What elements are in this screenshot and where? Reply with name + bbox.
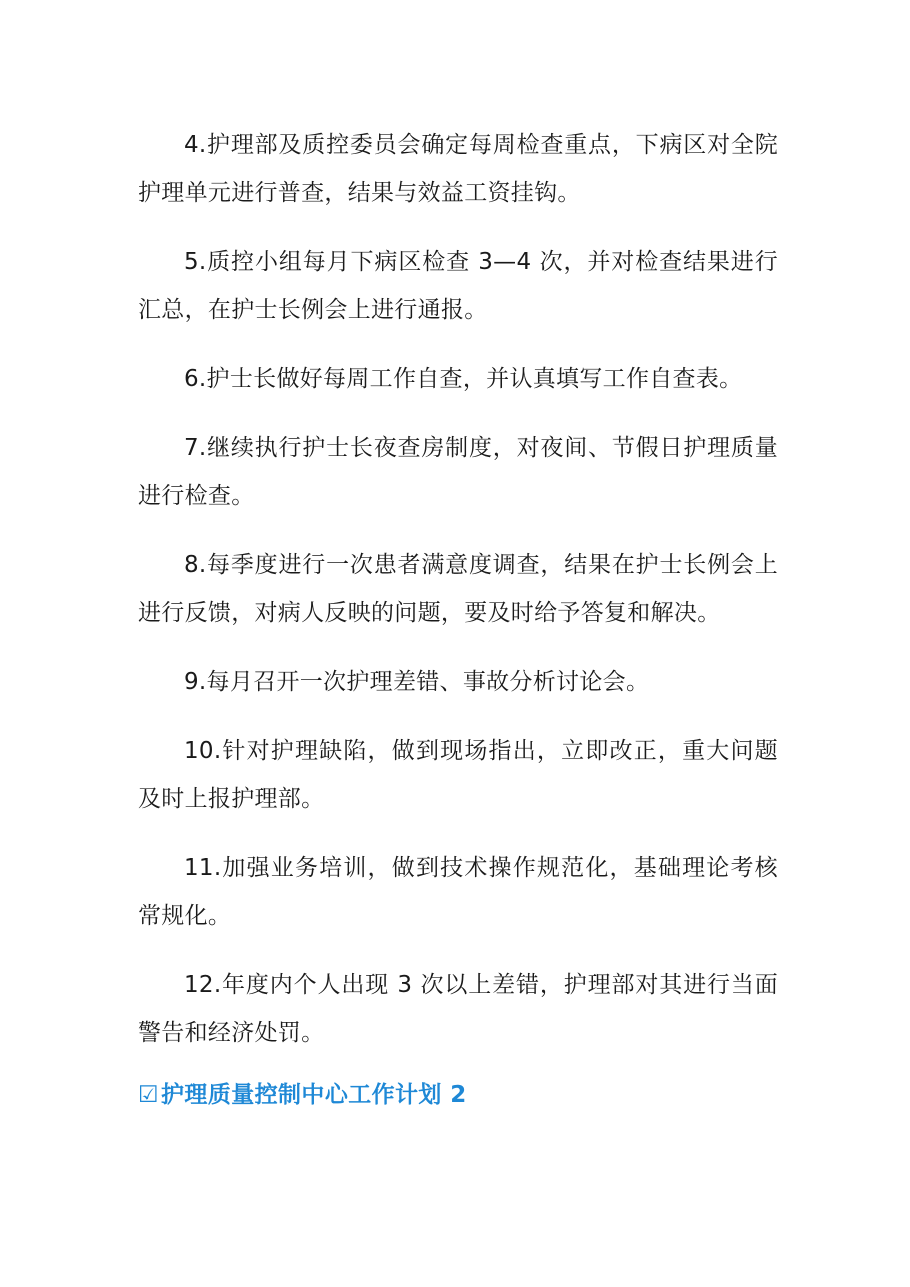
paragraph-item-11: 11.加强业务培训，做到技术操作规范化，基础理论考核常规化。 — [138, 855, 778, 929]
paragraph-item-6: 6.护士长做好每周工作自查，并认真填写工作自查表。 — [184, 366, 743, 392]
paragraph-item-10: 10.针对护理缺陷，做到现场指出，立即改正，重大问题及时上报护理部。 — [138, 738, 778, 812]
paragraph-item-5: 5.质控小组每月下病区检查 3—4 次，并对检查结果进行汇总，在护士长例会上进行通报。 — [138, 249, 778, 323]
paragraph-item-8: 8.每季度进行一次患者满意度调查，结果在护士长例会上进行反馈，对病人反映的问题，要及时给予答复和解决。 — [138, 552, 778, 626]
section-heading — [138, 1075, 467, 1115]
checkbox-icon: ☑ — [138, 1082, 160, 1108]
section-heading-text: 护理质量控制中心工作计划 2 — [161, 1082, 467, 1108]
paragraph-item-4: 4.护理部及质控委员会确定每周检查重点，下病区对全院护理单元进行普查，结果与效益工资挂钩。 — [138, 132, 778, 206]
paragraph-item-12: 12.年度内个人出现 3 次以上差错，护理部对其进行当面警告和经济处罚。 — [138, 972, 778, 1046]
paragraph-item-7: 7.继续执行护士长夜查房制度，对夜间、节假日护理质量进行检查。 — [138, 435, 778, 509]
paragraph-item-9: 9.每月召开一次护理差错、事故分析讨论会。 — [184, 669, 650, 695]
